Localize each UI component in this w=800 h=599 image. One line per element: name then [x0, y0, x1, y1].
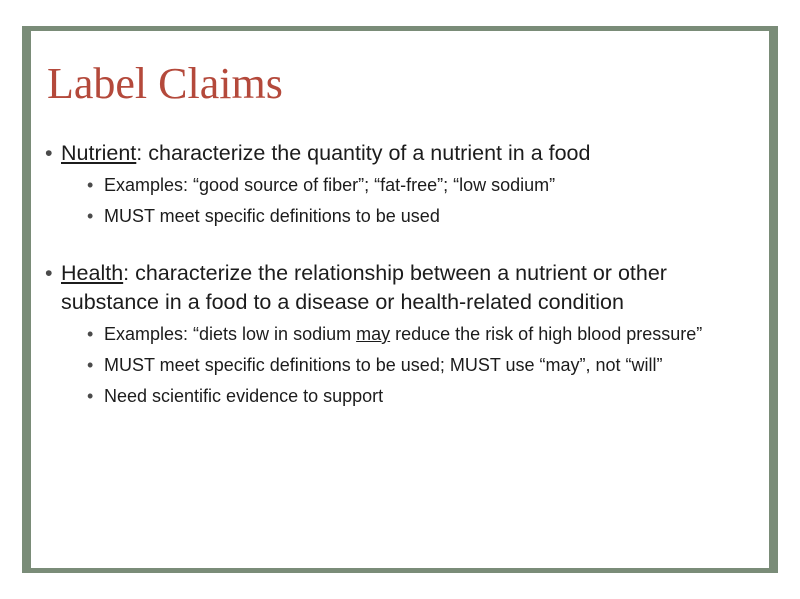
slide-margin-right	[778, 0, 800, 599]
list-item	[41, 139, 759, 229]
bullet-icon: •	[45, 261, 53, 285]
slide-margin-top	[0, 0, 800, 26]
bullet-icon: •	[87, 206, 94, 226]
accent-border-left	[22, 26, 31, 573]
slide-body	[41, 139, 759, 415]
accent-border-bottom	[22, 568, 778, 573]
list-item	[41, 259, 759, 409]
sub-item-text: MUST meet specific definitions to be used; MUST use “may”, not “will”	[104, 355, 663, 375]
sub-item-text: Examples: “good source of fiber”; “fat-free”; “low sodium”	[104, 175, 556, 195]
list-item	[87, 173, 759, 198]
list-item	[87, 322, 759, 347]
sub-item-text: Examples: “diets low in sodium may reduce the risk of high blood pressure”	[104, 324, 703, 344]
accent-border-right	[769, 26, 778, 573]
claim-sub-list	[61, 322, 759, 409]
bullet-icon: •	[87, 324, 94, 344]
bullet-icon: •	[87, 355, 94, 375]
sub-item-text: Need scientific evidence to support	[104, 386, 384, 406]
claims-list	[41, 139, 759, 409]
claim-description: : characterize the relationship between a nutrient or other substance in a food to a disease or health-related condition	[61, 261, 667, 314]
claim-term: Health	[61, 261, 124, 285]
list-spacer	[41, 235, 759, 259]
list-item	[87, 204, 759, 229]
claim-sub-list	[61, 173, 759, 229]
sub-item-text: MUST meet specific definitions to be used	[104, 206, 440, 226]
list-item	[87, 384, 759, 409]
page-title: Label Claims	[47, 59, 283, 108]
claim-term: Nutrient	[61, 141, 137, 165]
slide-content	[31, 31, 769, 568]
list-item	[87, 353, 759, 378]
claim-description: : characterize the quantity of a nutrient in a food	[136, 141, 591, 165]
bullet-icon: •	[87, 175, 94, 195]
bullet-icon: •	[87, 386, 94, 406]
slide-margin-bottom	[0, 573, 800, 599]
bullet-icon: •	[45, 141, 53, 165]
slide-margin-left	[0, 0, 22, 599]
